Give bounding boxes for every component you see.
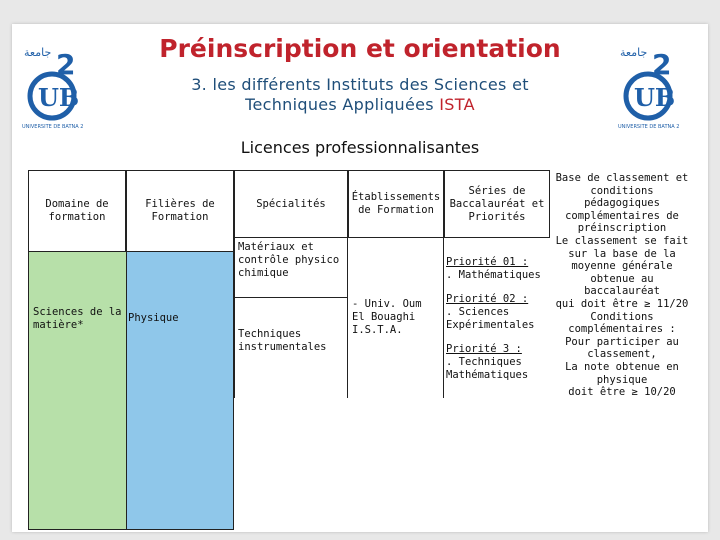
logo-mark: UB: [38, 83, 80, 112]
domaine-cell: Sciences de la matière*: [28, 300, 126, 530]
priorite-1-label: Priorité 01 :: [446, 256, 529, 268]
priorite-3-value: . Techniques Mathématiques: [446, 356, 529, 381]
logo-arabic-text: جامعة: [620, 46, 648, 59]
header-specialites: Spécialités: [234, 170, 348, 238]
logo-caption: UNIVERSITE DE BATNA 2: [618, 124, 680, 130]
section-title: Licences professionnalisantes: [240, 138, 480, 157]
page-subtitle: [120, 75, 600, 115]
logo-caption: UNIVERSITE DE BATNA 2: [22, 124, 84, 130]
priorite-2-label: Priorité 02 :: [446, 293, 529, 305]
priorite-2: [444, 293, 550, 335]
logo-arabic-text: جامعة: [24, 46, 52, 59]
header-domaine: Domaine de formation: [28, 170, 126, 252]
header-filieres: Filières de Formation: [126, 170, 234, 252]
subtitle-line-1: 3. les différents Instituts des Sciences et: [191, 75, 529, 94]
specialite-cell-1: Matériaux et contrôle physico chimique: [234, 238, 348, 298]
header-etablissements: Établissements de Formation: [348, 170, 444, 238]
logo-number: 2: [652, 48, 672, 81]
priorite-2-value: . Sciences Expérimentales: [446, 306, 535, 331]
filiere-cell-bg: [126, 252, 234, 530]
subtitle-line-2: [120, 95, 600, 115]
etablissement-cell: - Univ. Oum El Bouaghi I.S.T.A.: [348, 238, 444, 398]
header-series: Séries de Baccalauréat et Priorités: [444, 170, 550, 238]
subtitle-accent: ISTA: [439, 95, 475, 114]
logo-number: 2: [56, 48, 76, 81]
base-classement-text: Base de classement et conditions pédagogiques complémentaires de préinscription Le classement se fait sur la base de la moyenne générale obtenue au baccalauréat qui doit être ≥ 11/20 Conditions complémentaires : Pour participer au classement, La note obtenue en physique doit être ≥ 10/20: [555, 172, 689, 399]
page-title: Préinscription et orientation: [159, 34, 561, 63]
priorite-1: [444, 256, 550, 286]
priorite-3-label: Priorité 3 :: [446, 343, 522, 355]
subtitle-line-2-prefix: Techniques Appliquées: [245, 95, 440, 114]
filiere-cell: Physique: [128, 312, 179, 324]
priorite-3: [444, 343, 550, 385]
specialite-cell-2: Techniques instrumentales: [234, 298, 348, 398]
priorite-1-value: . Mathématiques: [446, 269, 541, 281]
logo-mark: UB: [634, 83, 676, 112]
